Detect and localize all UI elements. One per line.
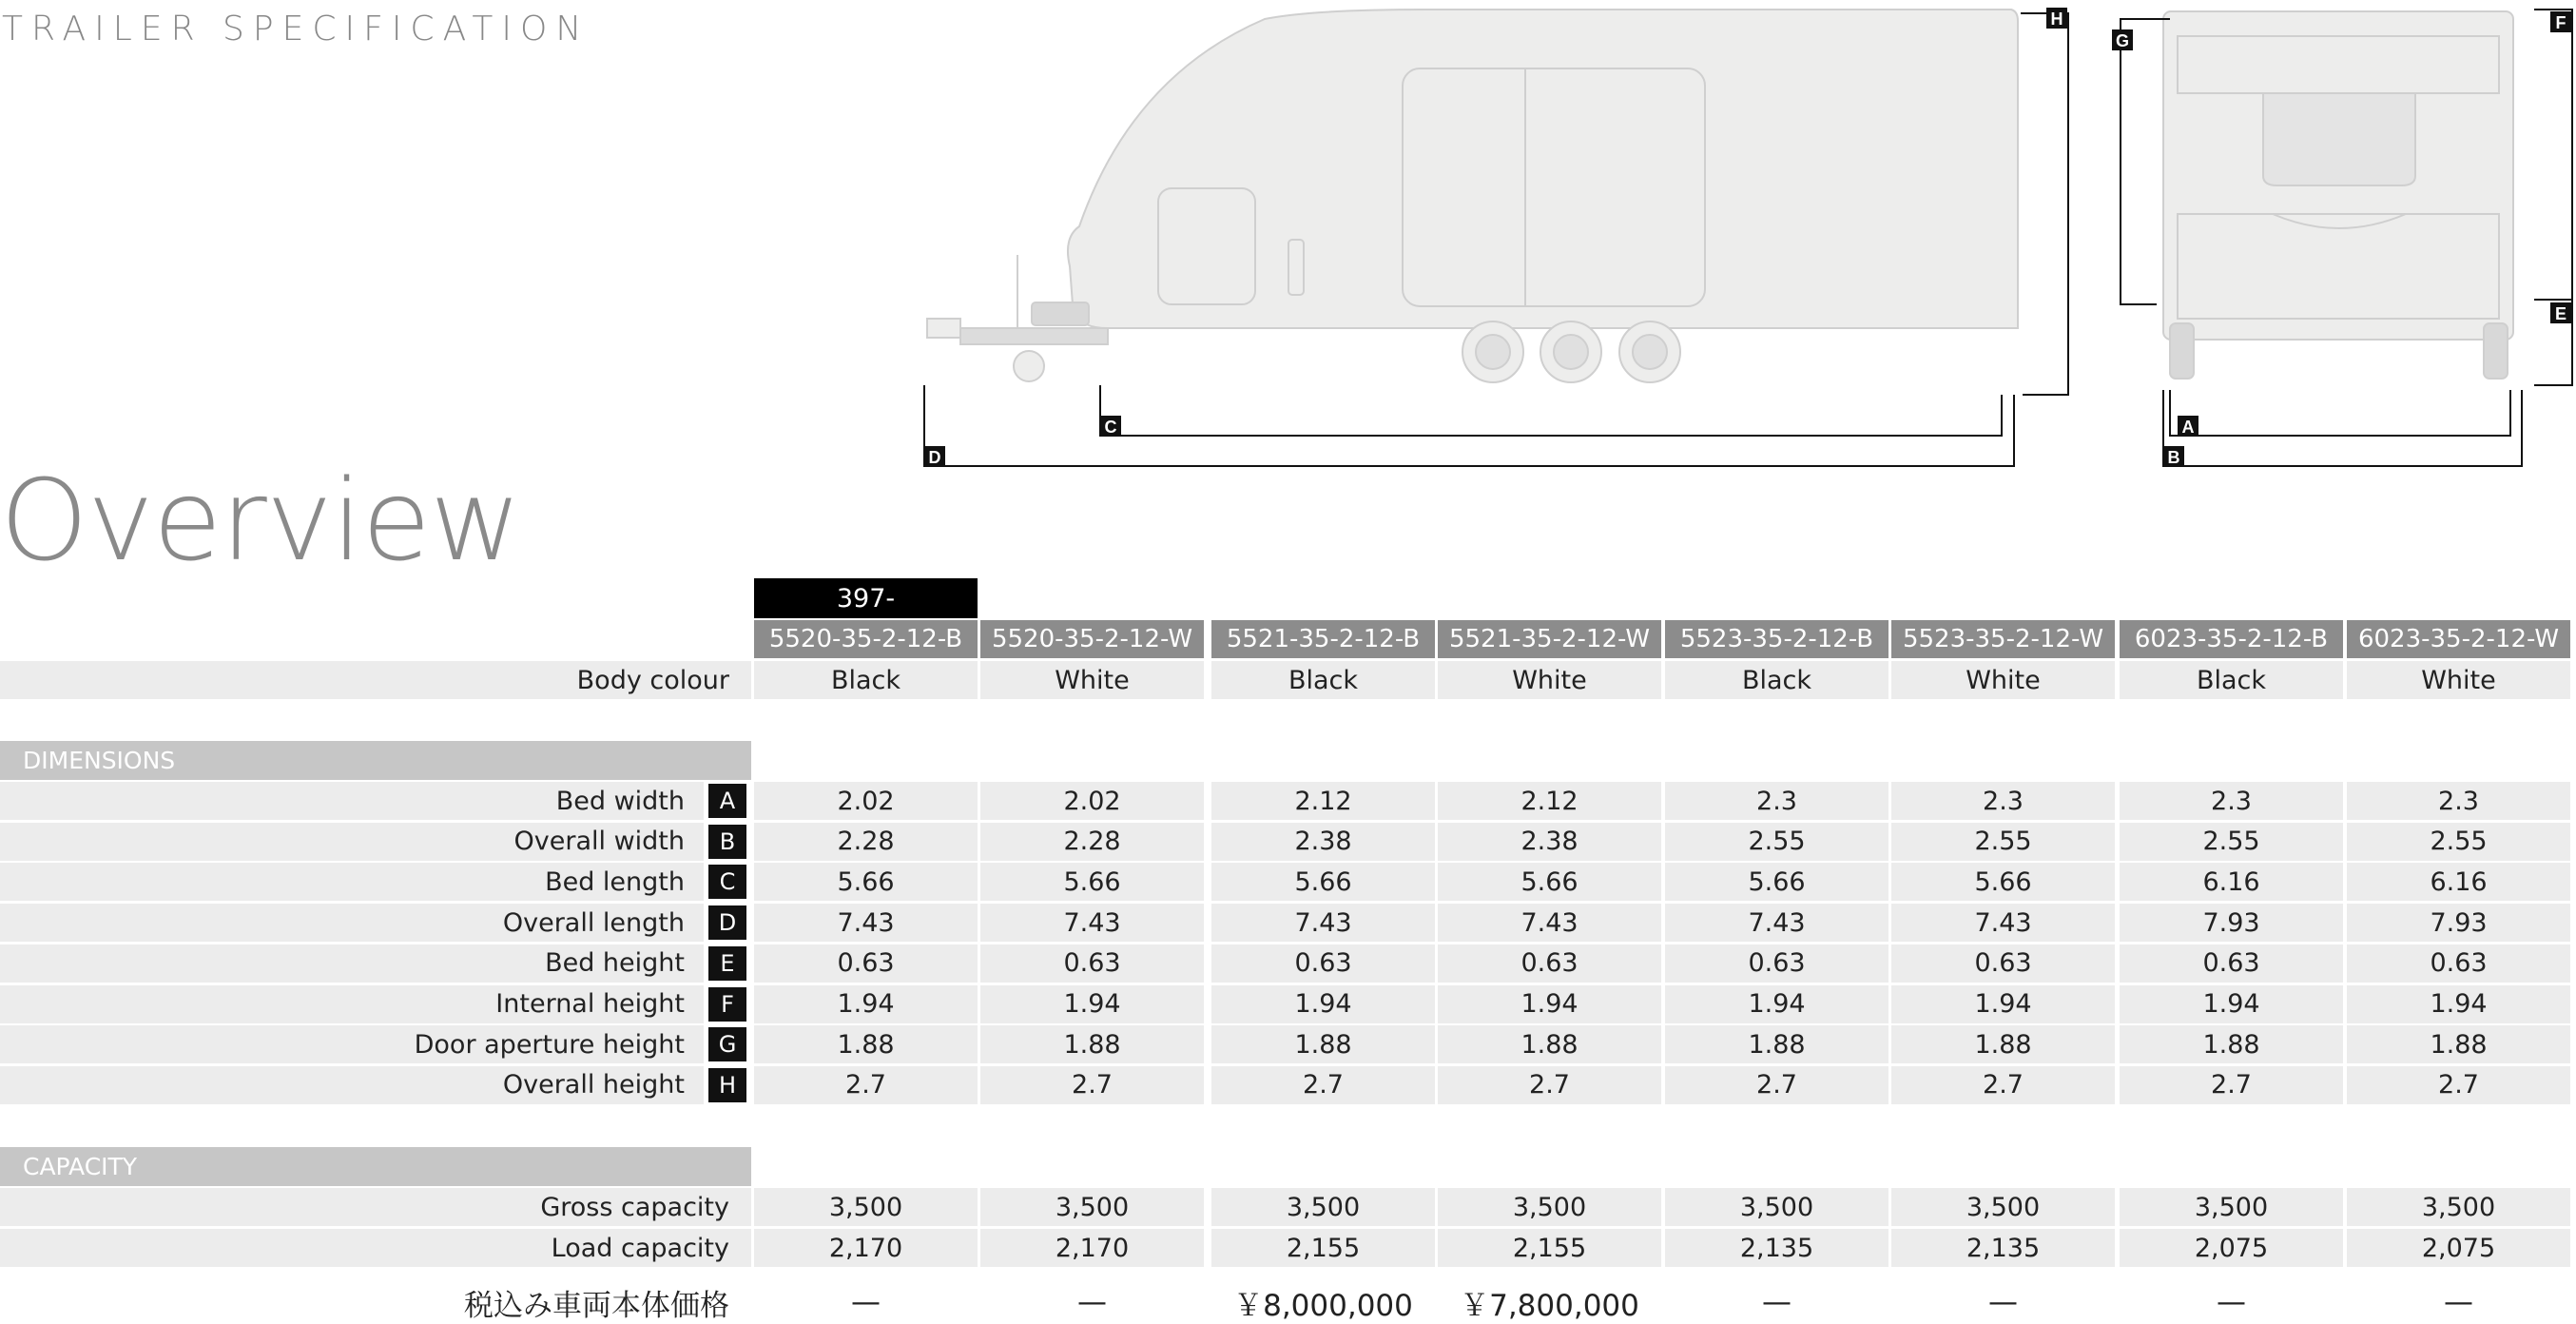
dimension-value: 0.63: [1294, 948, 1352, 979]
capacity-value: 2,155: [1286, 1233, 1361, 1263]
price-value: —: [2217, 1285, 2246, 1319]
price-value: —: [2444, 1285, 2473, 1319]
dimension-value: 2.28: [837, 827, 895, 857]
dimension-value: 2.55: [1974, 827, 2032, 857]
capacity-value: 3,500: [2421, 1192, 2496, 1222]
marker-c: C: [1104, 418, 1117, 437]
dimension-value: 1.88: [1974, 1029, 2032, 1060]
dimension-letter-badge: F: [708, 987, 746, 1022]
dimension-value: 1.94: [1974, 989, 2032, 1019]
dimension-value: 2.7: [1072, 1070, 1113, 1100]
price-value: —: [1077, 1285, 1107, 1319]
body-colour-value: White: [1055, 665, 1130, 695]
body-colour-value: Black: [1288, 665, 1359, 695]
dimension-letter-badge: B: [708, 825, 746, 859]
model-code-header: 5523-35-2-12-B: [1665, 620, 1888, 658]
capacity-value: 2,170: [828, 1233, 903, 1263]
dimension-value: 5.66: [1520, 866, 1579, 897]
dimension-letter-badge: E: [708, 946, 746, 981]
dimension-value: 2.3: [2438, 786, 2479, 816]
capacity-section-header: CAPACITY: [0, 1147, 751, 1186]
dimension-value: 1.94: [1748, 989, 1806, 1019]
dimension-value: 5.66: [837, 866, 895, 897]
capacity-value: 3,500: [1055, 1192, 1130, 1222]
dimension-value: 1.88: [1748, 1029, 1806, 1060]
dimension-label: Door aperture height: [414, 1029, 685, 1060]
capacity-value: 3,500: [1966, 1192, 2041, 1222]
trailer-rear-view: [2163, 11, 2513, 379]
dimension-value: 1.88: [2202, 1029, 2260, 1060]
price-value: —: [1988, 1285, 2018, 1319]
marker-f: F: [2555, 13, 2566, 32]
price-label: 税込み車両本体価格: [464, 1288, 729, 1323]
capacity-label: Load capacity: [551, 1233, 729, 1263]
dimension-value: 2.12: [1294, 786, 1352, 816]
trailer-diagram: [0, 0, 2576, 476]
dimension-value: 1.94: [1520, 989, 1579, 1019]
dimension-value: 0.63: [1748, 948, 1806, 979]
dimension-value: 5.66: [1294, 866, 1352, 897]
dimension-label: Bed width: [555, 786, 685, 816]
price-value: —: [851, 1285, 881, 1319]
dimension-letter-badge: G: [708, 1027, 746, 1061]
marker-a: A: [2181, 418, 2195, 437]
marker-d: D: [928, 448, 941, 467]
model-code-header: 5520-35-2-12-W: [980, 620, 1204, 658]
capacity-label: Gross capacity: [540, 1192, 729, 1222]
price-value: —: [1762, 1285, 1792, 1319]
dimension-value: 0.63: [1063, 948, 1121, 979]
price-value: ￥8,000,000: [1233, 1288, 1413, 1323]
dimension-value: 5.66: [1748, 866, 1806, 897]
dimension-label: Overall width: [513, 827, 685, 857]
marker-e: E: [2554, 304, 2567, 323]
body-colour-value: White: [1966, 665, 2041, 695]
dimension-letter-badge: H: [708, 1068, 746, 1102]
model-code-header: 5521-35-2-12-W: [1438, 620, 1661, 658]
dimension-value: 0.63: [2202, 948, 2260, 979]
dimension-value: 2.55: [2202, 827, 2260, 857]
body-colour-value: White: [2421, 665, 2496, 695]
dimension-value: 7.93: [2202, 907, 2260, 938]
dimension-value: 0.63: [1520, 948, 1579, 979]
body-colour-value: White: [1512, 665, 1587, 695]
dimension-value: 1.88: [1294, 1029, 1352, 1060]
dimension-value: 7.43: [1063, 907, 1121, 938]
dimension-value: 7.43: [1520, 907, 1579, 938]
dimension-value: 0.63: [837, 948, 895, 979]
body-colour-label: Body colour: [576, 665, 729, 695]
capacity-value: 3,500: [828, 1192, 903, 1222]
dimension-value: 2.12: [1520, 786, 1579, 816]
body-colour-value: Black: [2196, 665, 2267, 695]
capacity-value: 3,500: [1286, 1192, 1361, 1222]
model-code-header: 5520-35-2-12-B: [754, 620, 978, 658]
dimension-label: Bed length: [545, 866, 685, 897]
dimension-value: 0.63: [2430, 948, 2488, 979]
capacity-value: 2,075: [2194, 1233, 2269, 1263]
dimension-value: 1.94: [1063, 989, 1121, 1019]
dimension-value: 2.7: [1983, 1070, 2024, 1100]
dimension-value: 2.38: [1520, 827, 1579, 857]
dimension-letter-badge: D: [708, 905, 746, 940]
dimension-letter-badge: C: [708, 865, 746, 899]
dimension-value: 2.28: [1063, 827, 1121, 857]
dimension-value: 2.02: [1063, 786, 1121, 816]
capacity-value: 2,135: [1966, 1233, 2041, 1263]
dimension-value: 2.7: [2211, 1070, 2252, 1100]
dimensions-section-header: DIMENSIONS: [0, 741, 751, 780]
dimension-label: Overall length: [502, 907, 685, 938]
dimension-value: 1.88: [1063, 1029, 1121, 1060]
dimension-value: 7.43: [1294, 907, 1352, 938]
dimension-value: 2.3: [1756, 786, 1797, 816]
dimension-value: 2.7: [845, 1070, 886, 1100]
dimension-value: 2.55: [1748, 827, 1806, 857]
dimension-value: 1.94: [2202, 989, 2260, 1019]
dimension-value: 0.63: [1974, 948, 2032, 979]
dimension-value: 7.43: [837, 907, 895, 938]
dimension-label: Internal height: [495, 989, 685, 1019]
dimension-value: 2.7: [2438, 1070, 2479, 1100]
price-value: ￥7,800,000: [1460, 1288, 1639, 1323]
dimension-value: 5.66: [1063, 866, 1121, 897]
marker-g: G: [2115, 31, 2130, 50]
capacity-value: 2,135: [1739, 1233, 1814, 1263]
capacity-value: 2,155: [1512, 1233, 1587, 1263]
dimension-value: 2.7: [1756, 1070, 1797, 1100]
dimension-letter-badge: A: [708, 784, 746, 818]
dimension-value: 2.7: [1529, 1070, 1570, 1100]
dimension-value: 2.55: [2430, 827, 2488, 857]
capacity-value: 3,500: [1512, 1192, 1587, 1222]
dimension-value: 1.88: [2430, 1029, 2488, 1060]
body-colour-value: Black: [830, 665, 901, 695]
capacity-value: 2,075: [2421, 1233, 2496, 1263]
dimension-value: 5.66: [1974, 866, 2032, 897]
series-tag: 397-: [754, 578, 978, 618]
overview-title: Overview: [0, 455, 521, 586]
dimension-value: 2.3: [1983, 786, 2024, 816]
marker-b: B: [2167, 448, 2180, 467]
dimension-value: 1.88: [837, 1029, 895, 1060]
dimension-label: Overall height: [502, 1070, 685, 1100]
dimension-value: 7.43: [1974, 907, 2032, 938]
capacity-value: 3,500: [1739, 1192, 1814, 1222]
dimension-value: 1.94: [837, 989, 895, 1019]
dimension-value: 2.7: [1303, 1070, 1344, 1100]
dimension-value: 2.3: [2211, 786, 2252, 816]
page-header-title: TRAILER SPECIFICATION: [2, 10, 591, 49]
capacity-value: 3,500: [2194, 1192, 2269, 1222]
dimension-label: Bed height: [545, 948, 685, 979]
model-code-header: 6023-35-2-12-W: [2347, 620, 2570, 658]
dimension-value: 2.02: [837, 786, 895, 816]
body-colour-value: Black: [1741, 665, 1812, 695]
marker-h: H: [2050, 10, 2063, 29]
dimension-value: 1.94: [1294, 989, 1352, 1019]
model-code-header: 5521-35-2-12-B: [1211, 620, 1435, 658]
dimension-value: 1.94: [2430, 989, 2488, 1019]
dimension-value: 7.43: [1748, 907, 1806, 938]
model-code-header: 5523-35-2-12-W: [1891, 620, 2115, 658]
capacity-value: 2,170: [1055, 1233, 1130, 1263]
trailer-side-view: [927, 10, 2018, 382]
model-code-header: 6023-35-2-12-B: [2120, 620, 2343, 658]
dimension-value: 6.16: [2202, 866, 2260, 897]
dimension-value: 2.38: [1294, 827, 1352, 857]
dimension-value: 1.88: [1520, 1029, 1579, 1060]
dimension-value: 6.16: [2430, 866, 2488, 897]
dimension-value: 7.93: [2430, 907, 2488, 938]
